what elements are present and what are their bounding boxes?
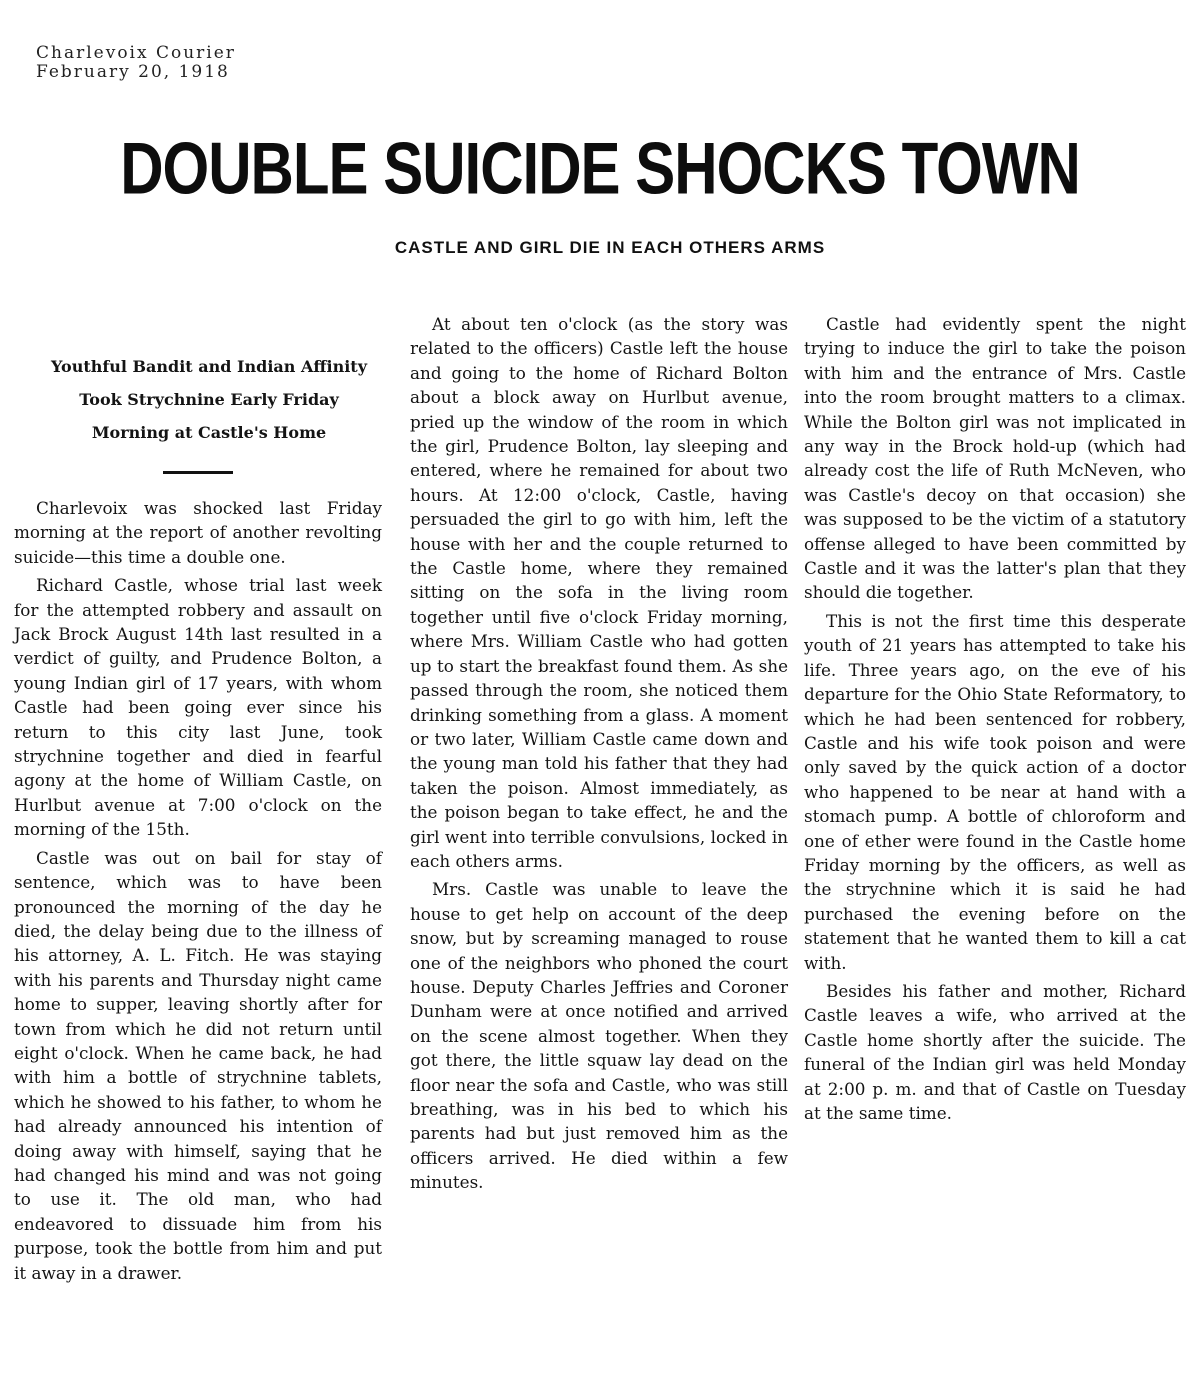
paragraph: Besides his father and mother, Richard Castle leaves a wife, who arrived at the Castle home shortly after the suicide. The funeral of the Indian girl was held Monday at 2:00 p. m. and that of Castle on Tuesday at the same time. — [804, 980, 1186, 1123]
article-column-1 — [14, 352, 382, 1285]
deck-line: Morning at Castle's Home — [91, 423, 327, 442]
paragraph: Castle was out on bail for stay of sentence, which was to have been pronounced the morning of the day he died, the delay being due to the illness of his attorney, A. L. Fitch. He was staying with his parents and Thursday night came home to supper, leaving shortly after for town from which he did not return until eight o'clock. When he came back, he had with him a bottle of strychnine tablets, which he showed to his father, to whom he had already announced his intention of doing away with himself, saying that he had changed his mind and was not going to use it. The old man, who had endeavored to dissuade him from his purpose, took the bottle from him and put it away in a drawer. — [14, 847, 382, 1283]
subheadline: CASTLE AND GIRL DIE IN EACH OTHERS ARMS — [394, 238, 826, 257]
paragraph: Castle had evidently spent the night trying to induce the girl to take the poison with him and the entrance of Mrs. Castle into the room brought matters to a climax. While the Bolton girl was not implicated in any way in the Brock hold-up (which had already cost the life of Ruth McNeven, who was Castle's decoy on that occasion) she was supposed to be the victim of a statutory offense alleged to have been committed by Castle and it was the latter's plan that they should die together. — [804, 314, 1186, 603]
divider-rule — [163, 471, 233, 474]
publication-name: Charlevoix Courier — [36, 43, 236, 63]
paragraph: Richard Castle, whose trial last week for the attempted robbery and assault on Jack Brock August 14th last resulted in a verdict of guilty, and Prudence Bolton, a young Indian girl of 17 years, with whom Castle had been going ever since his return to this city last June, took strychnine together and died in fearful agony at the home of William Castle, on Hurlbut avenue at 7:00 o'clock on the morning of the 15th. — [14, 575, 382, 840]
deck-line: Youthful Bandit and Indian Affinity — [50, 357, 367, 376]
paragraph: Mrs. Castle was unable to leave the house to get help on account of the deep snow, but by screaming managed to rouse one of the neighbors who phoned the court house. Deputy Charles Jeffries and Coroner Dunham were at once notified and arrived on the scene almost together. When they got there, the little squaw lay dead on the floor near the sofa and Castle, who was still breathing, was in his bed to which his parents had but just removed him as the officers arrived. He died within a few minutes. — [410, 879, 788, 1193]
publication-date: February 20, 1918 — [36, 62, 230, 82]
article-column-2 — [410, 312, 788, 1195]
paragraph: Charlevoix was shocked last Friday morning at the report of another revolting suicide—this time a double one. — [14, 498, 382, 567]
source-attribution — [36, 44, 236, 82]
deck-line: Took Strychnine Early Friday — [79, 390, 339, 409]
headline: DOUBLE SUICIDE SHOCKS TOWN — [120, 127, 1080, 210]
paragraph: This is not the first time this desperate youth of 21 years has attempted to take his life. Three years ago, on the eve of his departure for the Ohio State Reformatory, to which he had been sentenced for robbery, Castle and his wife took poison and were only saved by the quick action of a doctor who happened to be near at hand with a stomach pump. A bottle of chloroform and one of ether were found in the Castle home Friday morning by the officers, as well as the strychnine which it is said he had purchased the evening before on the statement that he wanted them to kill a cat with. — [804, 610, 1186, 973]
paragraph: At about ten o'clock (as the story was related to the officers) Castle left the house and going to the home of Richard Bolton about a block away on Hurlbut avenue, pried up the window of the room in which the girl, Prudence Bolton, lay sleeping and entered, where he remained for about two hours. At 12:00 o'clock, Castle, having persuaded the girl to go with him, left the house with her and the couple returned to the Castle home, where they remained sitting on the sofa in the living room together until five o'clock Friday morning, where Mrs. William Castle who had gotten up to start the breakfast found them. As she passed through the room, she noticed them drinking something from a glass. A moment or two later, William Castle came down and the young man told his father that they had taken the poison. Almost immediately, as the poison began to take effect, he and the girl went into terrible convulsions, locked in each others arms. — [410, 314, 788, 871]
article-column-3 — [804, 312, 1186, 1125]
